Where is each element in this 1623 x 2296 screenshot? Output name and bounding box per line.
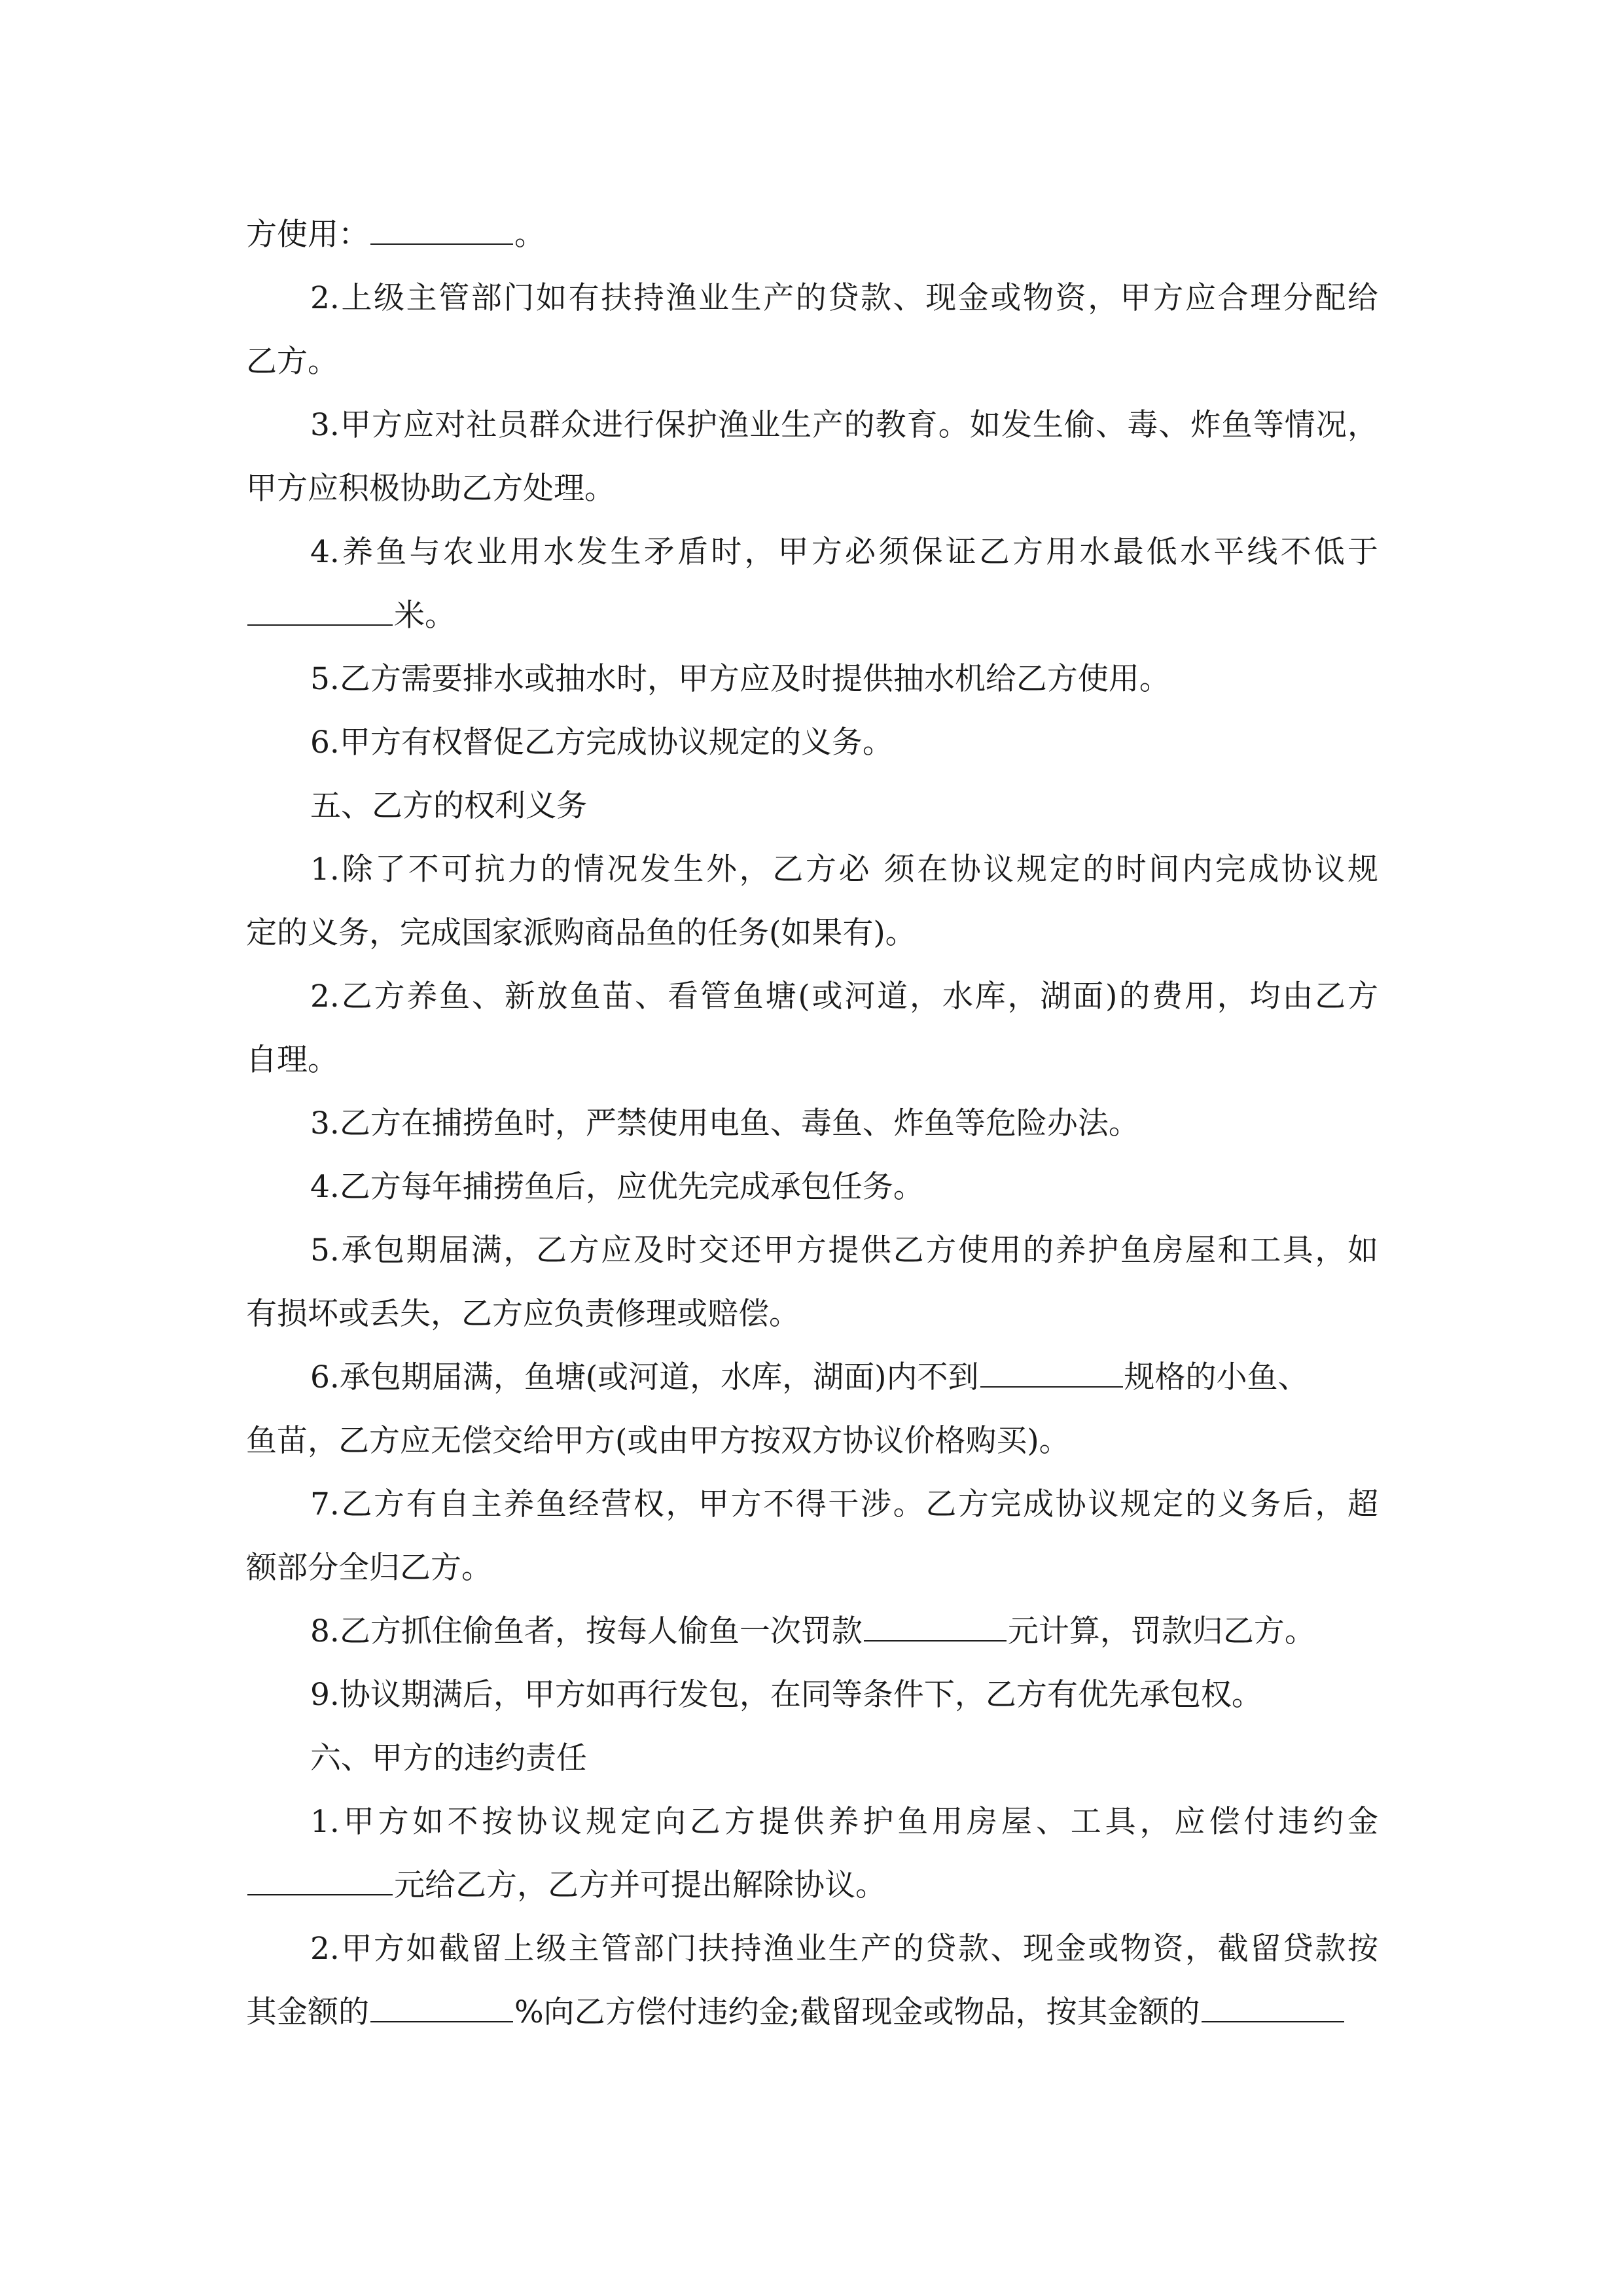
paragraph-line: 3.甲方应对社员群众进行保护渔业生产的教育。如发生偷、毒、炸鱼等情况， bbox=[310, 407, 1378, 443]
paragraph-line: 乙方。 bbox=[246, 344, 338, 380]
paragraph-line: 3.乙方在捕捞鱼时，严禁使用电鱼、毒鱼、炸鱼等危险办法。 bbox=[310, 1105, 1139, 1141]
section-heading: 六、甲方的违约责任 bbox=[310, 1740, 587, 1776]
paragraph-line: 额部分全归乙方。 bbox=[246, 1550, 492, 1586]
text-segment: 米。 bbox=[394, 598, 455, 634]
paragraph-line: 6.甲方有权督促乙方完成协议规定的义务。 bbox=[310, 725, 893, 761]
paragraph-line: 2.甲方如截留上级主管部门扶持渔业生产的贷款、现金或物资，截留贷款按 bbox=[310, 1931, 1378, 1967]
paragraph-line: 5.承包期届满，乙方应及时交还甲方提供乙方使用的养护鱼房屋和工具，如 bbox=[310, 1232, 1378, 1268]
fill-in-blank bbox=[980, 1355, 1123, 1388]
paragraph-line: 1.甲方如不按协议规定向乙方提供养护鱼用房屋、工具，应偿付违约金 bbox=[310, 1804, 1378, 1840]
text-line bbox=[246, 203, 1378, 266]
text-segment: %向乙方偿付违约金;截留现金或物品，按其金额的 bbox=[514, 1994, 1200, 2030]
text-segment: 其金额的 bbox=[246, 1994, 369, 2030]
paragraph-line: 5.乙方需要排水或抽水时，甲方应及时提供抽水机给乙方使用。 bbox=[310, 661, 1170, 697]
text-line bbox=[246, 1981, 1378, 2044]
paragraph-line: 自理。 bbox=[246, 1042, 338, 1078]
text-line bbox=[246, 584, 1378, 647]
text-segment: 元计算，罚款归乙方。 bbox=[1007, 1613, 1315, 1649]
text-line bbox=[246, 1854, 1378, 1917]
text-line bbox=[246, 1600, 1378, 1663]
paragraph-line: 2.上级主管部门如有扶持渔业生产的贷款、现金或物资，甲方应合理分配给 bbox=[310, 280, 1378, 316]
text-segment: 。 bbox=[514, 217, 545, 253]
section-heading: 五、乙方的权利义务 bbox=[310, 788, 587, 824]
text-segment: 6.承包期届满，鱼塘(或河道，水库，湖面)内不到 bbox=[310, 1359, 979, 1395]
fill-in-blank bbox=[864, 1609, 1007, 1641]
paragraph-line: 有损坏或丢失，乙方应负责修理或赔偿。 bbox=[246, 1296, 800, 1332]
fill-in-blank bbox=[370, 213, 513, 245]
paragraph-line: 4.养鱼与农业用水发生矛盾时，甲方必须保证乙方用水最低水平线不低于 bbox=[310, 534, 1378, 570]
paragraph-line: 9.协议期满后，甲方如再行发包，在同等条件下，乙方有优先承包权。 bbox=[310, 1677, 1262, 1713]
paragraph-line: 甲方应积极协助乙方处理。 bbox=[246, 471, 615, 507]
fill-in-blank bbox=[370, 1990, 513, 2022]
paragraph-line: 鱼苗，乙方应无偿交给甲方(或由甲方按双方协议价格购买)。 bbox=[246, 1423, 1070, 1459]
text-segment: 方使用： bbox=[246, 217, 369, 253]
fill-in-blank bbox=[1202, 1990, 1344, 2022]
document-body bbox=[246, 203, 1378, 2044]
text-line bbox=[246, 1346, 1378, 1409]
paragraph-line: 定的义务，完成国家派购商品鱼的任务(如果有)。 bbox=[246, 915, 916, 951]
paragraph-line: 2.乙方养鱼、新放鱼苗、看管鱼塘(或河道，水库，湖面)的费用，均由乙方 bbox=[310, 978, 1378, 1014]
text-segment: 8.乙方抓住偷鱼者，按每人偷鱼一次罚款 bbox=[310, 1613, 863, 1649]
paragraph-line: 1.除了不可抗力的情况发生外，乙方必 须在协议规定的时间内完成协议规 bbox=[310, 852, 1378, 888]
paragraph-line: 4.乙方每年捕捞鱼后，应优先完成承包任务。 bbox=[310, 1169, 924, 1205]
fill-in-blank bbox=[247, 1863, 393, 1895]
paragraph-line: 7.乙方有自主养鱼经营权，甲方不得干涉。乙方完成协议规定的义务后，超 bbox=[310, 1486, 1378, 1522]
text-segment: 元给乙方，乙方并可提出解除协议。 bbox=[394, 1867, 886, 1903]
text-segment: 规格的小鱼、 bbox=[1124, 1359, 1309, 1395]
fill-in-blank bbox=[247, 594, 393, 626]
